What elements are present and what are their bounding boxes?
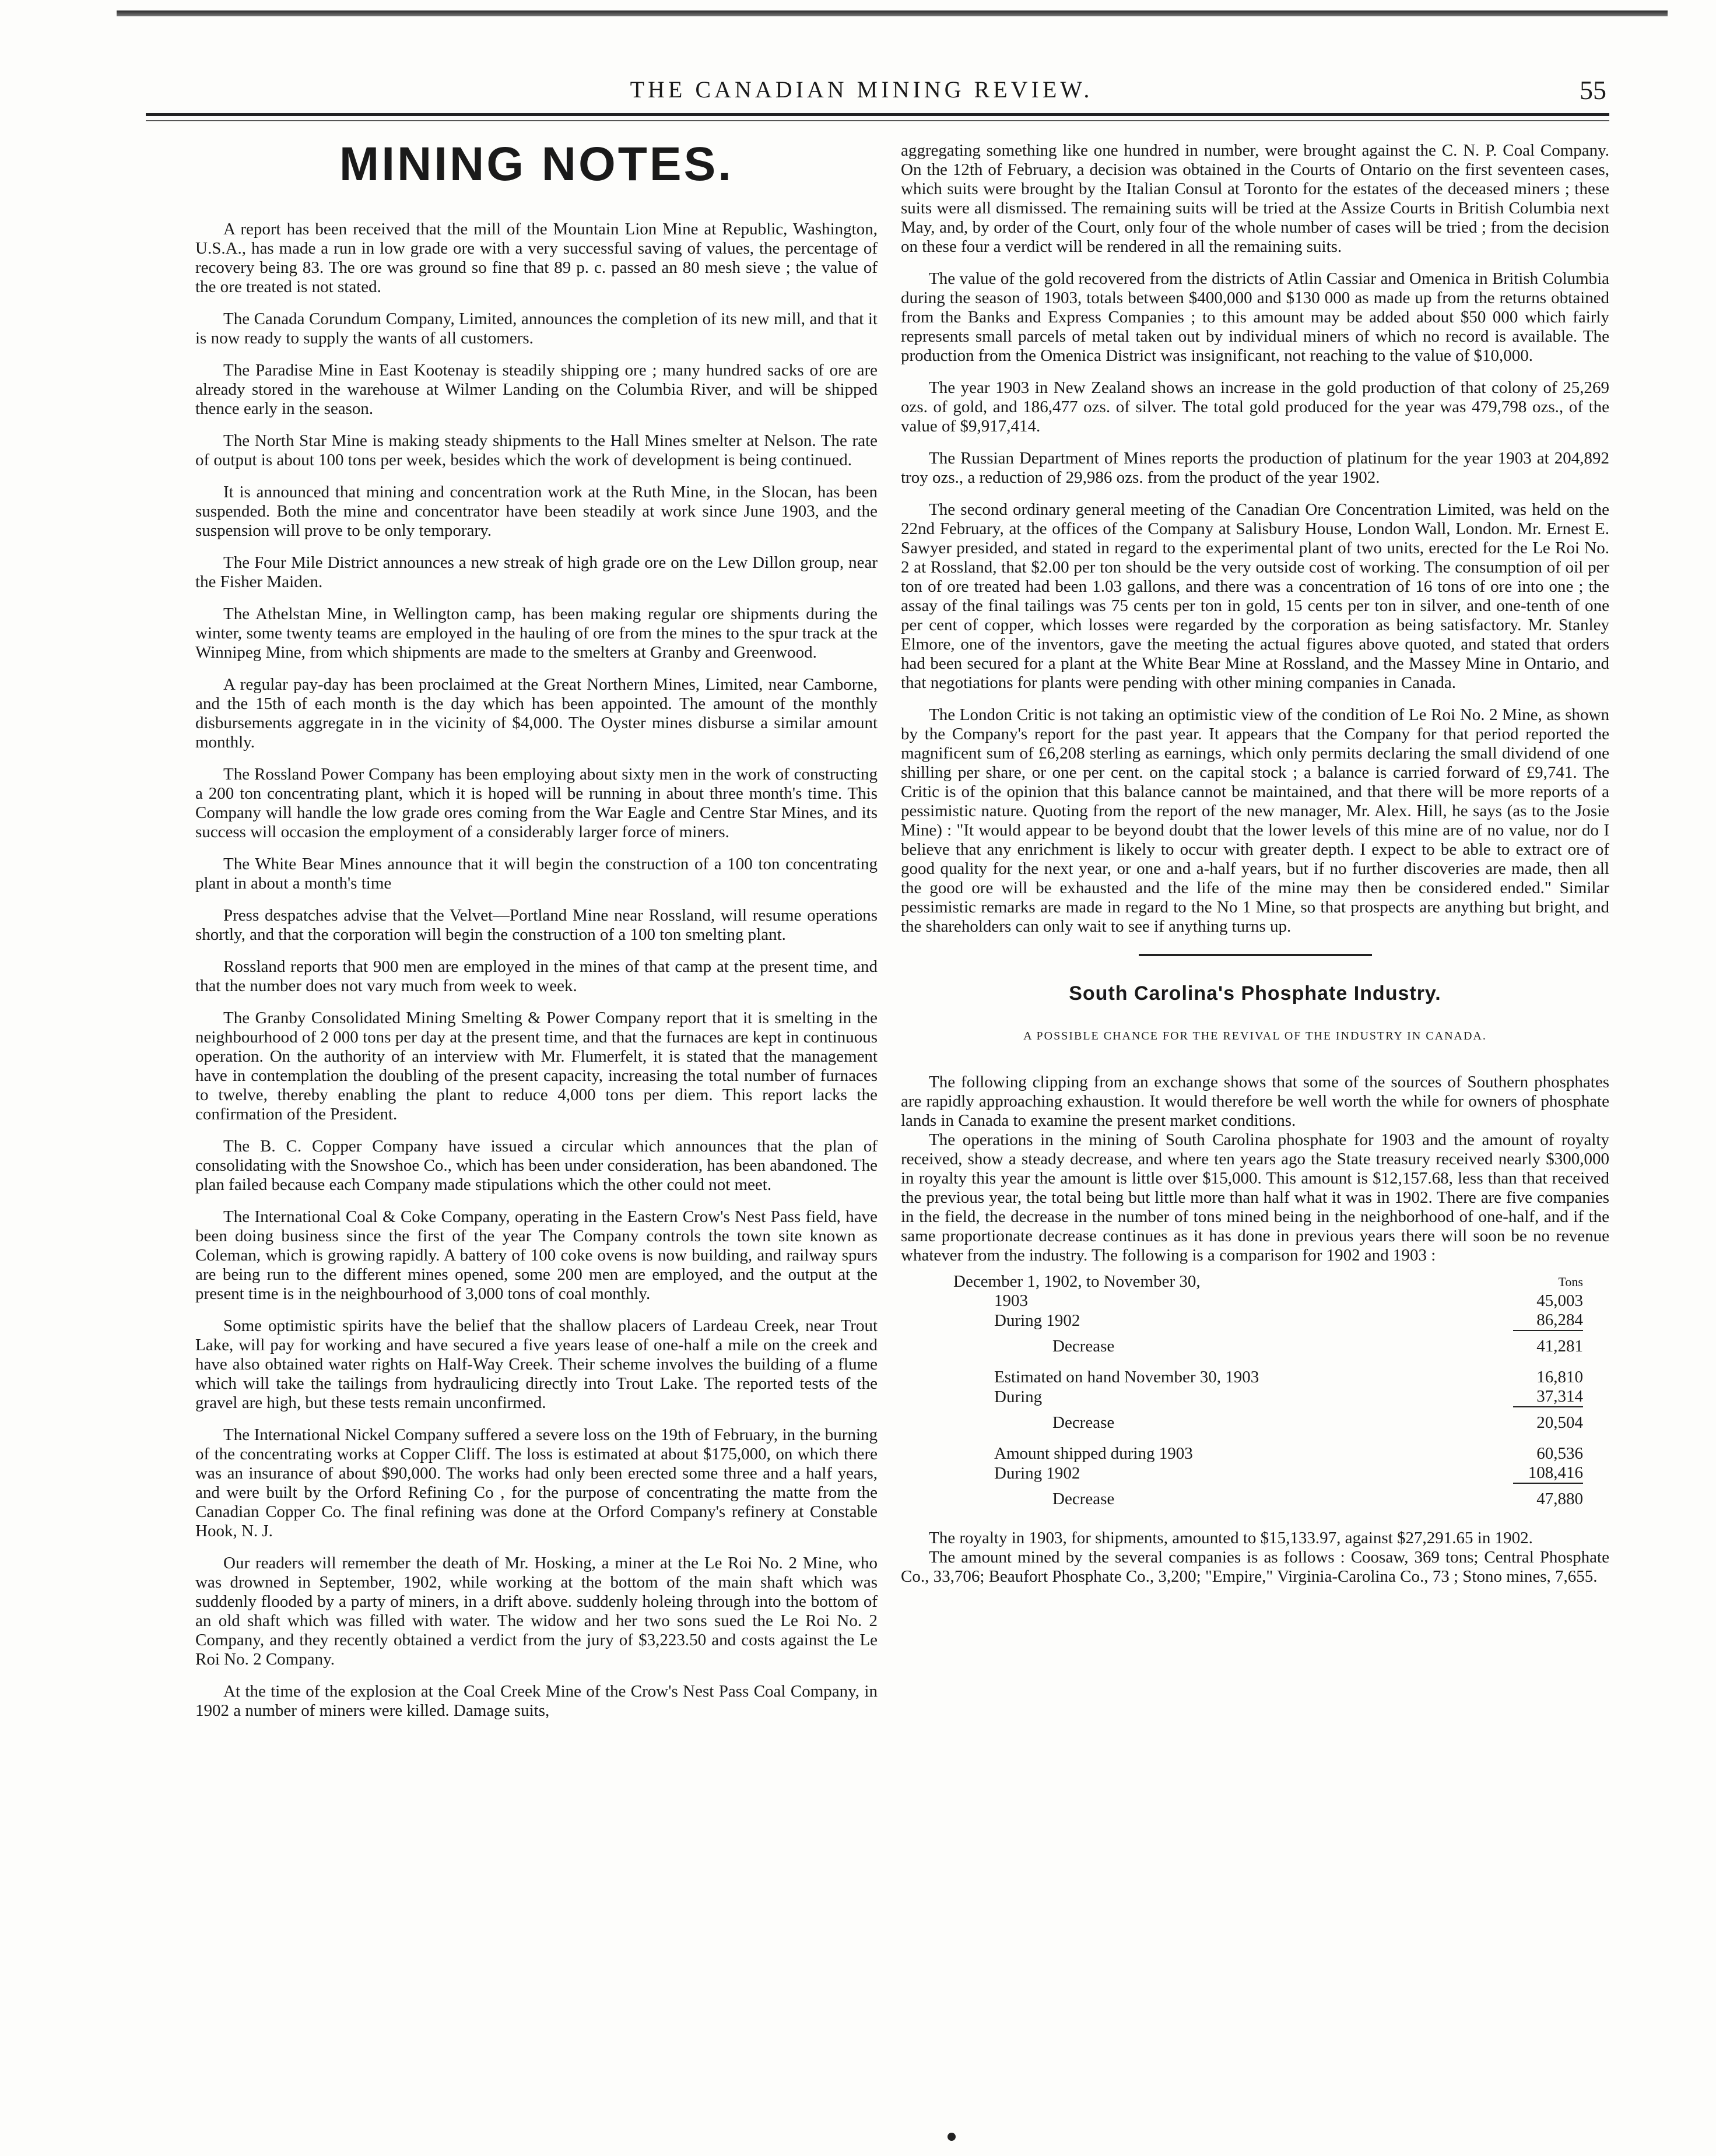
paragraph: The B. C. Copper Company have issued a circular which announces that the plan of consolidating with the Snowshoe Co., which has been under consideration, has been abandoned. The plan failed because each Company made stipulations which the other could not meet. [195,1137,878,1194]
paragraph: The Athelstan Mine, in Wellington camp, has been making regular ore shipments during the winter, some twenty teams are employed in the hauling of ore from the mines to the spur track at the Winnipeg Mine, from which shipments are made to the smelters at Granby and Greenwood. [195,605,878,662]
paragraph: Rossland reports that 900 men are employed in the mines of that camp at the present time, and that the number does not vary much from week to week. [195,957,878,995]
paragraph: The International Nickel Company suffered a severe loss on the 19th of February, in the burning of the concentrating works at Copper Cliff. The loss is estimated at about $175,000, on which there was an insurance of about $90,000. The works had only been erected some three and a half years, and were built by the Orford Refining Co , for the purpose of concentrating the matte from the Canadian Copper Co. The final refining was done at the Orford Company's refinery at Constable Hook, N. J. [195,1425,878,1540]
paragraph: The Paradise Mine in East Kootenay is steadily shipping ore ; many hundred sacks of ore are already stored in the warehouse at Wilmer Landing on the Columbia River, and will be shipped thence early in the season. [195,361,878,418]
paragraph: The International Coal & Coke Company, operating in the Eastern Crow's Nest Pass field, have been doing business since the first of the year The Company controls the town site known as Coleman, which is growing rapidly. A battery of 100 coke ovens is now building, and railway spurs are being run to the different mines opened, some 200 men are employed, and the output at the present time is in the neighbourhood of 3,000 tons of coal monthly. [195,1207,878,1303]
table-row [953,1387,1583,1407]
table-value: 37,314 [1536,1387,1583,1406]
table-value: 41,281 [1513,1330,1583,1368]
table-unit-header: Tons [1558,1274,1583,1289]
table-label: Decrease [1052,1337,1115,1356]
header-rule-thin [146,120,1609,121]
table-row-decrease [953,1483,1583,1521]
article-closing: The royalty in 1903, for shipments, amounted to $15,133.97, against $27,291.65 in 1902. [929,1529,1533,1547]
article-title: South Carolina's Phosphate Industry. [1069,982,1441,1005]
article-intro: The following clipping from an exchange shows that some of the sources of Southern phosphates are rapidly approaching exhaustion. It would therefore be well worth the while for owners of phosphate lands in Canada to examine the present market conditions. [901,1073,1609,1130]
paragraph: The value of the gold recovered from the districts of Atlin Cassiar and Omenica in British Columbia during the season of 1903, totals between $400,000 and $130 000 as made up from the returns obtained from the Banks and Express Companies ; to this amount may be added about $50 000 which fairly represents small parcels of metal taken out by individual miners of which no record is available. The production from the Omenica District was insignificant, not reaching to the value of $10,000. [901,269,1609,365]
table-label: Estimated on hand November 30, 1903 [994,1368,1259,1386]
paragraph: The Granby Consolidated Mining Smelting & Power Company report that it is smelting in the neighbourhood of 2 000 tons per day at the present time, and that the furnaces are kept in continuous operation. On the authority of an interview with Mr. Flumerfelt, it is stated that the management have in contemplation the doubling of the present capacity, increasing the total number of furnaces to twelve, thereby enabling the plant to reduce 4,000 tons per diem. This report lacks the confirmation of the President. [195,1009,878,1123]
table-label: 1903 [994,1291,1028,1310]
table-row [953,1368,1583,1387]
table-label: During 1902 [994,1311,1080,1330]
table-row [953,1463,1583,1483]
paragraph: The London Critic is not taking an optimistic view of the condition of Le Roi No. 2 Mine, as shown by the Company's report for the past year. It appears that the Company for that period reported the magnificent sum of £6,208 sterling as earnings, which only permits declaring the small dividend of one shilling per share, or one per cent. on the capital stock ; a balance is carried forward of £9,741. The Critic is of the opinion that this balance cannot be maintained, and that there will be more reports of a pessimistic nature. Quoting from the report of the new manager, Mr. Alex. Hill, he says (as to the Josie Mine) : "It would appear to be beyond doubt that the lower levels of this mine are of no value, nor do I believe that any enrichment is likely to occur with greater depth. I expect to be able to extract ore of good quality for the next year, or one and a-half years, but if no further discoveries are made, then all the good ore will be exhausted and the life of the mine may then be considered ended." Similar pessimistic remarks are made in regard to the No 1 Mine, so that prospects are anything but bright, and the shareholders can only wait to see if anything turns up. [901,705,1609,936]
article-intro: The operations in the mining of South Carolina phosphate for 1903 and the amount of royalty received, show a steady decrease, and where ten years ago the State treasury received nearly $300,000 in royalty this year the amount is little over $15,000. This amount is $12,157.68, less than that received the previous year, the total being but little more than half what it was in 1902. There are five companies in the field, the decrease in the number of tons mined being in the neighborhood of one-half, and if the same proportionate decrease continues as it has done in previous years there will soon be no revenue whatever from the industry. The following is a comparison for 1902 and 1903 : [901,1130,1609,1265]
paragraph: A regular pay-day has been proclaimed at the Great Northern Mines, Limited, near Camborne, and the 15th of each month is the day which has been appointed. The amount of the monthly disbursements aggregate in in the vicinity of $4,000. The Oyster mines disburse a similar amount monthly. [195,675,878,752]
article-separator [1139,954,1372,956]
paragraph: The second ordinary general meeting of the Canadian Ore Concentration Limited, was held on the 22nd February, at the offices of the Company at Salisbury House, London Wall, London. Mr. Ernest E. Sawyer presided, and stated in regard to the experimental plant of two units, erected for the Le Roi No. 2 at Rossland, that $2.00 per ton should be the very outside cost of working. The consumption of oil per ton of ore treated had been 1.03 gallons, and there was a concentration of 16 tons of ore into one ; the assay of the final tailings was 75 cents per ton in gold, 15 cents per ton in silver, and one-tenth of one per cent of copper, which losses were regarded by the corporation as being satisfactory. Mr. Stanley Elmore, one of the inventors, gave the meeting the actual figures above quoted, and stated that orders had been secured for a plant at the White Bear Mine at Rossland, and the Massey Mine in Ontario, and that negotiations for plants were pending with other mining companies in Canada. [901,500,1609,692]
table-row [953,1444,1583,1463]
header-rule [146,113,1609,116]
paragraph: The Russian Department of Mines reports the production of platinum for the year 1903 at 204,892 troy ozs., a reduction of 29,986 ozs. from the product of the year 1902. [901,449,1609,487]
left-column [195,137,878,1733]
paragraph: The year 1903 in New Zealand shows an increase in the gold production of that colony of 25,269 ozs. of gold, and 186,477 ozs. of silver. The total gold produced for the year was 479,798 ozs., of the value of $9,917,414. [901,378,1609,436]
section-title: MINING NOTES. [339,138,734,191]
table-value: 108,416 [1528,1463,1583,1482]
paragraph: Press despatches advise that the Velvet—Portland Mine near Rossland, will resume operations shortly, and that the corporation will begin the construction of a 100 ton smelting plant. [195,906,878,944]
table-label: Decrease [1052,1413,1115,1432]
paragraph: Some optimistic spirits have the belief that the shallow placers of Lardeau Creek, near Trout Lake, will pay for working and have secured a five years lease of one-half a mile on the creek and have also obtained water rights on Half-Way Creek. Their scheme involves the building of a flume which will take the tailings from hydraulicing directly into Trout Lake. The reported tests of the gravel are high, but these tests remain unconfirmed. [195,1316,878,1412]
print-mark [948,2133,956,2141]
paragraph: The White Bear Mines announce that it will begin the construction of a 100 ton concentrating plant in about a month's time [195,855,878,893]
table-row-decrease [953,1407,1583,1444]
table-label: During 1902 [994,1464,1080,1483]
paragraph: The Canada Corundum Company, Limited, announces the completion of its new mill, and that it is now ready to supply the wants of all customers. [195,310,878,347]
article-closing: The amount mined by the several companies is as follows : Coosaw, 369 tons; Central Phosphate Co., 33,706; Beaufort Phosphate Co., 3,200; "Empire," Virginia-Carolina Co., 73 ; Stono mines, 7,655. [901,1548,1609,1586]
paragraph: A report has been received that the mill of the Mountain Lion Mine at Republic, Washington, U.S.A., has made a run in low grade ore with a very successful saving of values, the percentage of recovery being 83. The ore was ground so fine that 89 p. c. passed an 80 mesh sieve ; the value of the ore treated is not stated. [195,220,878,296]
article-subtitle: A POSSIBLE CHANCE FOR THE REVIVAL OF THE INDUSTRY IN CANADA. [1023,1030,1487,1042]
page-number: 55 [1580,75,1606,105]
paragraph: The North Star Mine is making steady shipments to the Hall Mines smelter at Nelson. The rate of output is about 100 tons per week, besides which the work of development is being continued. [195,431,878,469]
table-row-decrease [953,1330,1583,1368]
table-label: Amount shipped during 1903 [994,1444,1193,1463]
table-value: 16,810 [1536,1368,1583,1386]
running-head [117,69,1606,110]
paragraph: At the time of the explosion at the Coal Creek Mine of the Crow's Nest Pass Coal Company, in 1902 a number of miners were killed. Damage suits, [195,1682,878,1720]
table-row [953,1291,1583,1311]
paragraph: The Four Mile District announces a new streak of high grade ore on the Lew Dillon group, near the Fisher Maiden. [195,553,878,591]
table-value: 86,284 [1536,1311,1583,1329]
table-row [953,1311,1583,1330]
paragraph: The Rossland Power Company has been employing about sixty men in the work of constructing a 200 ton concentrating plant, which it is hoped will be running in about three month's time. This Company will handle the low grade ores coming from the War Eagle and Centre Star Mines, and its success will occasion the employment of a considerably larger force of miners. [195,765,878,841]
table-label: Decrease [1052,1490,1115,1508]
table-label: During [994,1388,1043,1406]
paragraph: It is announced that mining and concentration work at the Ruth Mine, in the Slocan, has been suspended. Both the mine and concentrator have been steadily at work since June 1903, and the suspension will prove to be only temporary. [195,483,878,540]
table-value: 20,504 [1513,1407,1583,1444]
table-value: 60,536 [1536,1444,1583,1463]
right-column [901,141,1609,1599]
table-period-label: December 1, 1902, to November 30, [953,1272,1201,1291]
table-value: 47,880 [1513,1483,1583,1521]
paragraph: Our readers will remember the death of Mr. Hosking, a miner at the Le Roi No. 2 Mine, who was drowned in September, 1902, while working at the bottom of the main shaft which was suddenly flooded by a party of miners, in a drift above. suddenly holeing through into the bottom of an old shaft which was filled with water. The widow and her two sons sued the Le Roi No. 2 Company, and they recently obtained a verdict from the jury of $3,223.50 and costs against the Le Roi No. 2 Company. [195,1554,878,1669]
page-top-edge [117,10,1668,16]
running-title: THE CANADIAN MINING REVIEW. [630,76,1093,103]
table-value: 45,003 [1536,1291,1583,1310]
tonnage-table [953,1272,1583,1521]
paragraph-continued: aggregating something like one hundred in number, were brought against the C. N. P. Coal Company. On the 12th of February, a decision was obtained in the Courts of Ontario on the first seventeen cases, which suits were brought by the Italian Consul at Toronto for the estates of the deceased miners ; these suits were all dismissed. The remaining suits will be tried at the Assize Courts in British Columbia next May, and, by order of the Court, only four of the whole number of cases will be tried ; from the decision on these four a verdict will be rendered in all the remaining suits. [901,141,1609,256]
